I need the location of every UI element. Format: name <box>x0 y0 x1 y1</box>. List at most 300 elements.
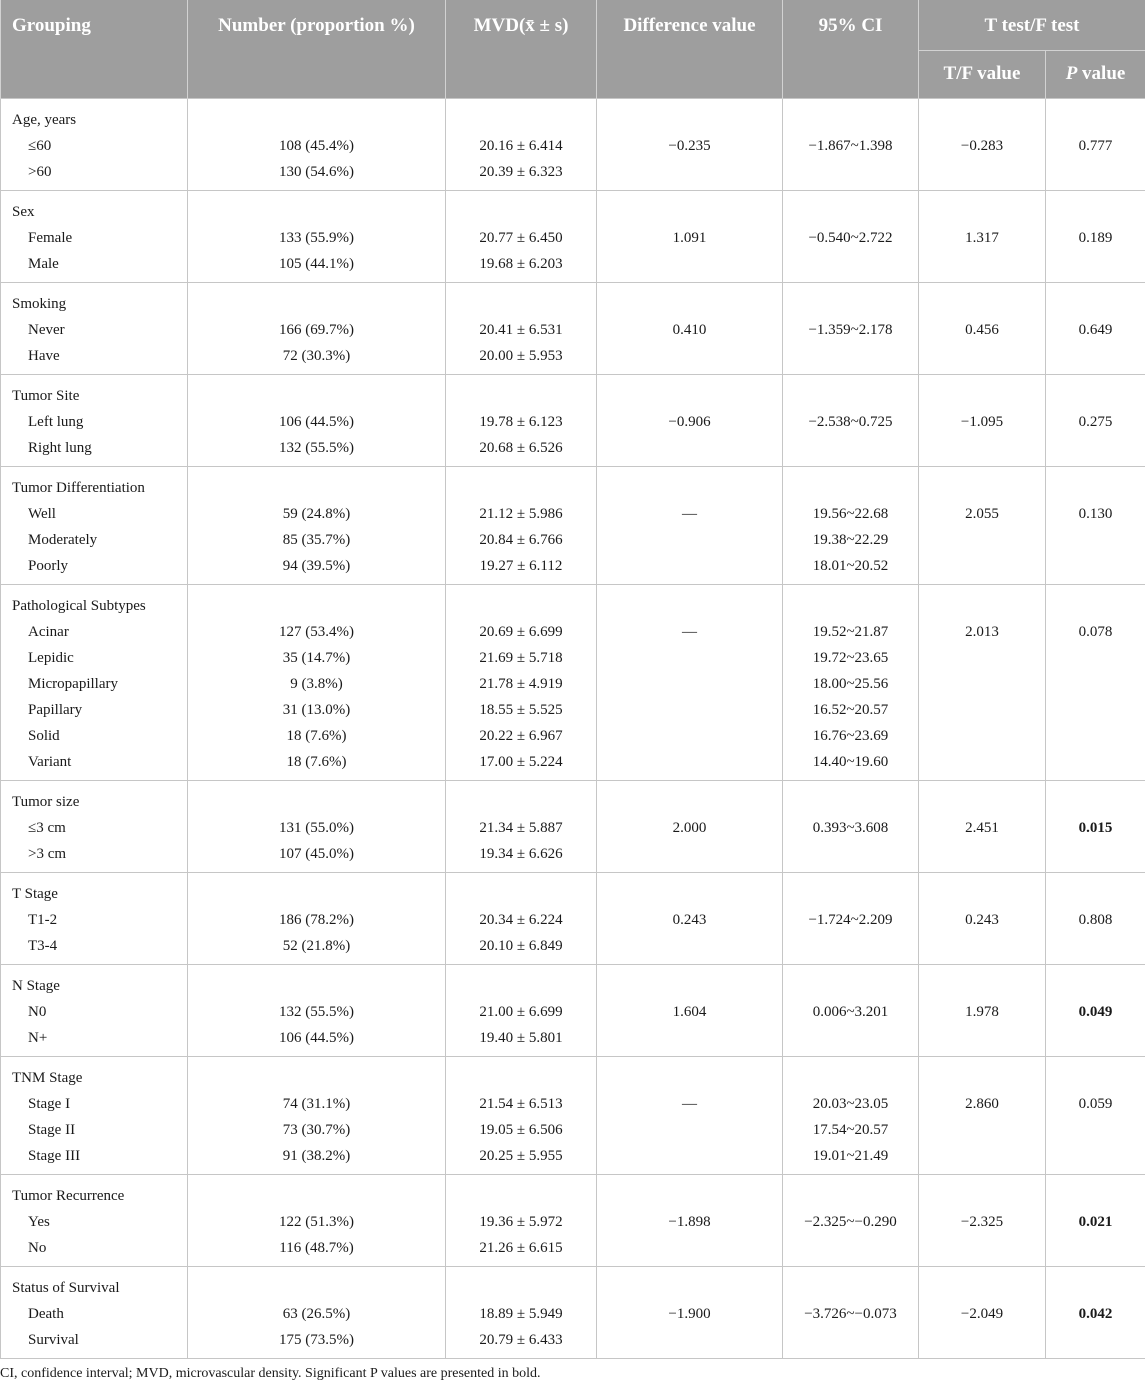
p-value: 0.015 <box>1078 819 1113 836</box>
p-value <box>1046 553 1145 579</box>
number-value: 132 (55.5%) <box>279 439 354 456</box>
mvd-value: 20.79 ± 6.433 <box>479 1331 563 1348</box>
subgroup-label: Well <box>28 505 56 522</box>
p-value <box>1046 671 1145 697</box>
header-mvd: MVD(x̄ ± s) <box>446 0 597 98</box>
number-cell <box>188 584 446 780</box>
p-value <box>1046 697 1145 723</box>
table-body <box>1 98 1145 1358</box>
subgroup-label: Acinar <box>28 623 69 640</box>
table-group-row <box>1 98 1145 190</box>
subgroup-label: Stage II <box>28 1121 76 1138</box>
difference-value: 0.410 <box>672 321 707 338</box>
number-cell <box>188 98 446 190</box>
label-row-spacer <box>188 789 445 815</box>
p-cell <box>1046 98 1145 190</box>
mvd-value: 20.77 ± 6.450 <box>479 229 563 246</box>
difference-value <box>597 1235 782 1261</box>
subgroup-label: Survival <box>28 1331 79 1348</box>
tf-value <box>919 697 1045 723</box>
difference-value <box>597 527 782 553</box>
subgroup-label: Stage I <box>28 1095 71 1112</box>
label-row-spacer <box>919 789 1045 815</box>
difference-value: — <box>682 623 697 640</box>
label-row-spacer <box>597 107 782 133</box>
p-value <box>1046 749 1145 775</box>
tf-value: 2.451 <box>965 819 999 836</box>
difference-cell <box>597 1266 783 1358</box>
number-value: 9 (3.8%) <box>290 675 343 692</box>
number-value: 106 (44.5%) <box>279 413 354 430</box>
ci-value: 19.38~22.29 <box>812 531 889 548</box>
ci-cell <box>783 98 919 190</box>
grouping-cell <box>1 466 188 584</box>
label-row-spacer <box>919 593 1045 619</box>
label-row-spacer <box>188 199 445 225</box>
label-row-spacer <box>597 1183 782 1209</box>
p-cell <box>1046 872 1145 964</box>
p-cell <box>1046 584 1145 780</box>
label-row-spacer <box>188 593 445 619</box>
tf-value: 0.456 <box>965 321 999 338</box>
tf-value: 1.317 <box>965 229 999 246</box>
mvd-value: 19.05 ± 6.506 <box>479 1121 563 1138</box>
label-row-spacer <box>783 1275 918 1301</box>
grouping-cell <box>1 190 188 282</box>
difference-value: −1.898 <box>668 1213 711 1230</box>
ci-value: −2.538~0.725 <box>808 413 893 430</box>
mvd-value: 19.40 ± 5.801 <box>479 1029 563 1046</box>
ci-value: 18.01~20.52 <box>812 557 889 574</box>
label-row-spacer <box>1046 881 1145 907</box>
tf-value: 2.860 <box>965 1095 999 1112</box>
p-value <box>1046 933 1145 959</box>
difference-value <box>597 671 782 697</box>
label-row-spacer <box>188 973 445 999</box>
label-row-spacer <box>919 1275 1045 1301</box>
label-row-spacer <box>597 789 782 815</box>
p-cell <box>1046 780 1145 872</box>
p-value: 0.049 <box>1078 1003 1113 1020</box>
label-row-spacer <box>783 475 918 501</box>
difference-cell <box>597 964 783 1056</box>
ci-value: −1.867~1.398 <box>808 137 893 154</box>
label-row-spacer <box>446 199 596 225</box>
label-row-spacer <box>783 593 918 619</box>
table-group-row <box>1 1174 1145 1266</box>
mvd-value: 20.25 ± 5.955 <box>479 1147 563 1164</box>
mvd-cell <box>446 1056 597 1174</box>
mvd-cell <box>446 374 597 466</box>
difference-value: — <box>682 505 697 522</box>
number-value: 116 (48.7%) <box>279 1239 354 1256</box>
number-value: 106 (44.5%) <box>279 1029 354 1046</box>
label-row-spacer <box>597 291 782 317</box>
header-tf-value: T/F value <box>919 50 1046 98</box>
subgroup-label: >3 cm <box>28 845 67 862</box>
tf-value: −2.049 <box>960 1305 1004 1322</box>
ci-value: 0.006~3.201 <box>812 1003 889 1020</box>
p-value <box>1046 645 1145 671</box>
group-label: Tumor Site <box>12 387 80 404</box>
tf-cell <box>919 1056 1046 1174</box>
ci-value: 18.00~25.56 <box>812 675 889 692</box>
ci-cell <box>783 1266 919 1358</box>
p-cell <box>1046 1174 1145 1266</box>
difference-value: — <box>682 1095 697 1112</box>
tf-value <box>919 1327 1045 1353</box>
subgroup-label: Moderately <box>28 531 98 548</box>
label-row-spacer <box>783 383 918 409</box>
mvd-value: 21.54 ± 6.513 <box>479 1095 563 1112</box>
number-value: 73 (30.7%) <box>282 1121 351 1138</box>
ci-value: 19.01~21.49 <box>812 1147 889 1164</box>
difference-value: −1.900 <box>668 1305 711 1322</box>
number-cell <box>188 466 446 584</box>
difference-value <box>597 697 782 723</box>
number-cell <box>188 282 446 374</box>
tf-value <box>919 933 1045 959</box>
tf-value <box>919 1025 1045 1051</box>
grouping-cell <box>1 780 188 872</box>
ci-value: 16.76~23.69 <box>812 727 889 744</box>
tf-value: −0.283 <box>960 137 1004 154</box>
tf-value <box>919 841 1045 867</box>
mvd-cell <box>446 964 597 1056</box>
label-row-spacer <box>597 881 782 907</box>
table-header <box>1 0 1145 98</box>
number-value: 132 (55.5%) <box>279 1003 354 1020</box>
tf-cell <box>919 374 1046 466</box>
difference-value <box>597 723 782 749</box>
ci-value: −3.726~−0.073 <box>804 1305 897 1322</box>
difference-value <box>597 645 782 671</box>
p-value: 0.275 <box>1078 413 1113 430</box>
subgroup-label: Death <box>28 1305 64 1322</box>
table-group-row <box>1 1266 1145 1358</box>
subgroup-label: ≤60 <box>28 137 52 154</box>
table-group-row <box>1 282 1145 374</box>
difference-value <box>597 553 782 579</box>
number-cell <box>188 190 446 282</box>
number-value: 175 (73.5%) <box>279 1331 354 1348</box>
tf-cell <box>919 98 1046 190</box>
tf-value: 0.243 <box>965 911 999 928</box>
number-value: 105 (44.1%) <box>279 255 354 272</box>
difference-value: −0.235 <box>668 137 711 154</box>
subgroup-label: Have <box>28 347 60 364</box>
table-group-row <box>1 466 1145 584</box>
mvd-value: 20.41 ± 6.531 <box>479 321 563 338</box>
subgroup-label: Papillary <box>28 701 83 718</box>
mvd-cell <box>446 466 597 584</box>
mvd-value: 20.39 ± 6.323 <box>479 163 563 180</box>
grouping-cell <box>1 282 188 374</box>
tf-cell <box>919 282 1046 374</box>
label-row-spacer <box>446 881 596 907</box>
ci-cell <box>783 1174 919 1266</box>
ci-cell <box>783 964 919 1056</box>
ci-cell <box>783 584 919 780</box>
subgroup-label: Lepidic <box>28 649 74 666</box>
table-group-row <box>1 584 1145 780</box>
p-cell <box>1046 466 1145 584</box>
p-value <box>1046 343 1145 369</box>
mvd-value: 19.27 ± 6.112 <box>479 557 563 574</box>
difference-value <box>597 841 782 867</box>
subgroup-label: Micropapillary <box>28 675 118 692</box>
mvd-cell <box>446 1266 597 1358</box>
label-row-spacer <box>597 1065 782 1091</box>
ci-value: 20.03~23.05 <box>812 1095 889 1112</box>
number-value: 131 (55.0%) <box>279 819 354 836</box>
number-value: 133 (55.9%) <box>279 229 354 246</box>
label-row-spacer <box>1046 475 1145 501</box>
label-row-spacer <box>1046 593 1145 619</box>
difference-value: 1.091 <box>672 229 707 246</box>
label-row-spacer <box>446 1275 596 1301</box>
ci-value <box>783 251 918 277</box>
table-footnote: CI, confidence interval; MVD, microvascular density. Significant P values are presented in bold. <box>0 1365 541 1381</box>
difference-value <box>597 251 782 277</box>
ci-value <box>783 1025 918 1051</box>
label-row-spacer <box>783 1183 918 1209</box>
difference-value <box>597 749 782 775</box>
difference-value <box>597 933 782 959</box>
label-row-spacer <box>188 1065 445 1091</box>
tf-value <box>919 435 1045 461</box>
p-value <box>1046 841 1145 867</box>
ci-value: −2.325~−0.290 <box>804 1213 897 1230</box>
mvd-value: 20.69 ± 6.699 <box>479 623 563 640</box>
label-row-spacer <box>446 1065 596 1091</box>
label-row-spacer <box>1046 789 1145 815</box>
label-row-spacer <box>188 383 445 409</box>
ci-value: 19.56~22.68 <box>812 505 889 522</box>
table-group-row <box>1 1056 1145 1174</box>
number-cell <box>188 1266 446 1358</box>
tf-cell <box>919 780 1046 872</box>
ci-cell <box>783 780 919 872</box>
label-row-spacer <box>1046 199 1145 225</box>
number-cell <box>188 964 446 1056</box>
ci-cell <box>783 374 919 466</box>
label-row-spacer <box>188 1275 445 1301</box>
label-row-spacer <box>446 789 596 815</box>
p-value <box>1046 251 1145 277</box>
subgroup-label: N+ <box>28 1029 48 1046</box>
grouping-cell <box>1 98 188 190</box>
label-row-spacer <box>783 199 918 225</box>
tf-value <box>919 645 1045 671</box>
ci-cell <box>783 190 919 282</box>
mvd-value: 20.84 ± 6.766 <box>479 531 563 548</box>
grouping-cell <box>1 1174 188 1266</box>
mvd-cell <box>446 282 597 374</box>
ci-value: −0.540~2.722 <box>808 229 893 246</box>
subgroup-label: Stage III <box>28 1147 81 1164</box>
label-row-spacer <box>919 291 1045 317</box>
subgroup-label: Yes <box>28 1213 50 1230</box>
mvd-value: 19.34 ± 6.626 <box>479 845 563 862</box>
p-cell <box>1046 1266 1145 1358</box>
group-label: T Stage <box>12 885 58 902</box>
subgroup-label: No <box>28 1239 47 1256</box>
group-label: Tumor Recurrence <box>12 1187 125 1204</box>
label-row-spacer <box>188 475 445 501</box>
number-value: 122 (51.3%) <box>279 1213 354 1230</box>
ci-value <box>783 159 918 185</box>
subgroup-label: Female <box>28 229 73 246</box>
subgroup-label: Solid <box>28 727 60 744</box>
label-row-spacer <box>919 1183 1045 1209</box>
ci-cell <box>783 872 919 964</box>
mvd-cell <box>446 1174 597 1266</box>
label-row-spacer <box>188 881 445 907</box>
p-cell <box>1046 1056 1145 1174</box>
label-row-spacer <box>446 593 596 619</box>
grouping-cell <box>1 374 188 466</box>
tf-value <box>919 527 1045 553</box>
number-value: 85 (35.7%) <box>282 531 351 548</box>
header-number: Number (proportion %) <box>188 0 446 98</box>
mvd-value: 21.34 ± 5.887 <box>479 819 563 836</box>
label-row-spacer <box>446 291 596 317</box>
p-value <box>1046 723 1145 749</box>
label-row-spacer <box>597 383 782 409</box>
ci-cell <box>783 466 919 584</box>
number-value: 186 (78.2%) <box>279 911 354 928</box>
difference-cell <box>597 466 783 584</box>
table-group-row <box>1 374 1145 466</box>
label-row-spacer <box>1046 973 1145 999</box>
subgroup-label: Variant <box>28 753 72 770</box>
label-row-spacer <box>1046 107 1145 133</box>
mvd-cell <box>446 190 597 282</box>
mvd-value: 21.12 ± 5.986 <box>479 505 563 522</box>
label-row-spacer <box>188 1183 445 1209</box>
label-row-spacer <box>1046 383 1145 409</box>
ci-value: 19.72~23.65 <box>812 649 889 666</box>
label-row-spacer <box>597 1275 782 1301</box>
mvd-value: 19.78 ± 6.123 <box>479 413 563 430</box>
p-value: 0.649 <box>1078 321 1113 338</box>
difference-value <box>597 343 782 369</box>
difference-cell <box>597 282 783 374</box>
mvd-cell <box>446 780 597 872</box>
p-value <box>1046 1117 1145 1143</box>
difference-value <box>597 159 782 185</box>
label-row-spacer <box>783 881 918 907</box>
difference-cell <box>597 584 783 780</box>
label-row-spacer <box>597 973 782 999</box>
tf-value: 1.978 <box>965 1003 999 1020</box>
number-value: 72 (30.3%) <box>282 347 351 364</box>
grouping-cell <box>1 964 188 1056</box>
label-row-spacer <box>597 475 782 501</box>
number-cell <box>188 872 446 964</box>
mvd-value: 21.26 ± 6.615 <box>479 1239 563 1256</box>
p-value <box>1046 1327 1145 1353</box>
label-row-spacer <box>446 1183 596 1209</box>
tf-cell <box>919 872 1046 964</box>
p-value: 0.042 <box>1078 1305 1113 1322</box>
tf-value: 2.055 <box>965 505 999 522</box>
difference-value <box>597 1143 782 1169</box>
p-value <box>1046 1025 1145 1051</box>
ci-value: −1.359~2.178 <box>808 321 893 338</box>
mvd-value: 20.22 ± 6.967 <box>479 727 563 744</box>
subgroup-label: Right lung <box>28 439 92 456</box>
number-cell <box>188 1056 446 1174</box>
ci-value: 0.393~3.608 <box>812 819 889 836</box>
difference-value <box>597 1117 782 1143</box>
p-value <box>1046 1235 1145 1261</box>
difference-cell <box>597 1056 783 1174</box>
ci-value <box>783 435 918 461</box>
mvd-value: 21.00 ± 6.699 <box>479 1003 563 1020</box>
difference-cell <box>597 872 783 964</box>
p-value <box>1046 435 1145 461</box>
label-row-spacer <box>1046 1065 1145 1091</box>
mvd-value: 20.10 ± 6.849 <box>479 937 563 954</box>
table-group-row <box>1 190 1145 282</box>
p-value: 0.078 <box>1078 623 1113 640</box>
label-row-spacer <box>783 789 918 815</box>
tf-value <box>919 749 1045 775</box>
header-row-1 <box>1 0 1145 50</box>
label-row-spacer <box>919 107 1045 133</box>
mvd-value: 18.55 ± 5.525 <box>479 701 563 718</box>
label-row-spacer <box>1046 1183 1145 1209</box>
mvd-value: 17.00 ± 5.224 <box>479 753 563 770</box>
table-group-row <box>1 964 1145 1056</box>
label-row-spacer <box>446 973 596 999</box>
number-value: 74 (31.1%) <box>282 1095 351 1112</box>
number-value: 63 (26.5%) <box>282 1305 351 1322</box>
group-label: Age, years <box>12 111 77 128</box>
mvd-value: 19.36 ± 5.972 <box>479 1213 563 1230</box>
number-cell <box>188 374 446 466</box>
mvd-cell <box>446 98 597 190</box>
subgroup-label: T1-2 <box>28 911 58 928</box>
header-grouping: Grouping <box>1 0 188 98</box>
label-row-spacer <box>188 291 445 317</box>
subgroup-label: Male <box>28 255 59 272</box>
p-value <box>1046 159 1145 185</box>
mvd-value: 20.34 ± 6.224 <box>479 911 563 928</box>
mvd-value: 20.68 ± 6.526 <box>479 439 563 456</box>
tf-value <box>919 343 1045 369</box>
label-row-spacer <box>919 881 1045 907</box>
number-value: 91 (38.2%) <box>282 1147 351 1164</box>
number-cell <box>188 780 446 872</box>
subgroup-label: Left lung <box>28 413 84 430</box>
number-value: 107 (45.0%) <box>279 845 354 862</box>
grouping-cell <box>1 1056 188 1174</box>
difference-value: 2.000 <box>672 819 707 836</box>
header-difference: Difference value <box>597 0 783 98</box>
ci-cell <box>783 282 919 374</box>
group-label: Smoking <box>12 295 67 312</box>
tf-value <box>919 1117 1045 1143</box>
number-value: 130 (54.6%) <box>279 163 354 180</box>
mvd-value: 20.16 ± 6.414 <box>479 137 563 154</box>
difference-value <box>597 435 782 461</box>
label-row-spacer <box>919 1065 1045 1091</box>
group-label: Tumor size <box>12 793 80 810</box>
number-value: 59 (24.8%) <box>282 505 351 522</box>
